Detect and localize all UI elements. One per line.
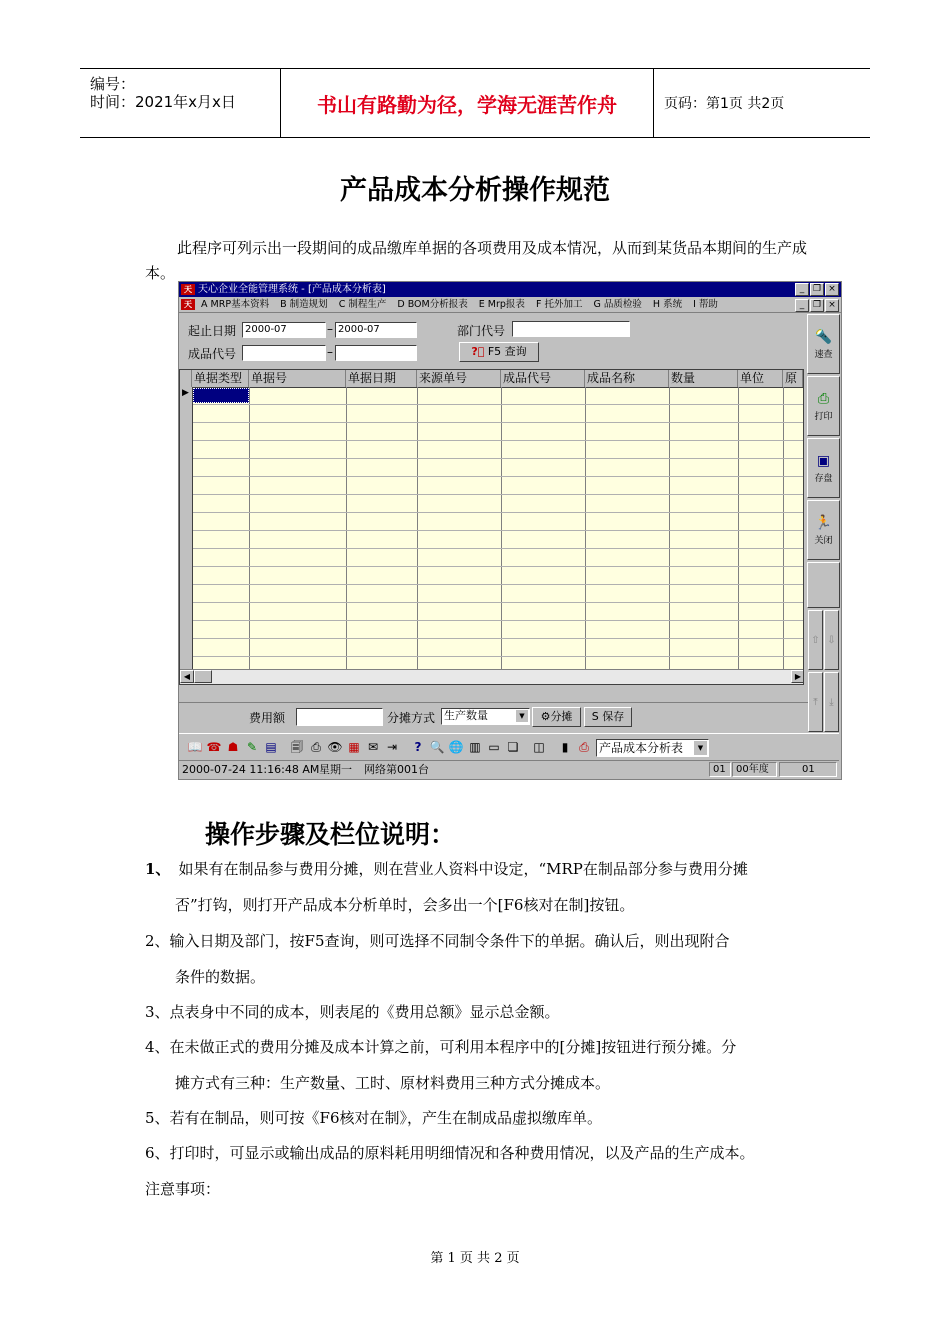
col-doc-type[interactable]: 单据类型	[192, 370, 249, 387]
magnifier-icon[interactable]: 🔍	[429, 740, 445, 754]
menu-item-outsourcing[interactable]: F 托外加工	[535, 299, 583, 310]
col-original[interactable]: 原	[783, 370, 803, 387]
side-toolbar	[807, 314, 840, 734]
cost-amount-label: 费用额	[249, 711, 286, 725]
document-icon[interactable]: 🗐	[291, 740, 303, 754]
printer-icon: ⎙	[817, 391, 830, 407]
product-from-input[interactable]	[242, 345, 326, 361]
col-doc-no[interactable]: 单据号	[249, 370, 346, 387]
cost-amount-input[interactable]	[296, 708, 383, 726]
allocation-method-select[interactable]: 生产数量 ▼	[441, 708, 530, 725]
row-indicator-column	[180, 387, 193, 670]
code-label: 编号：	[90, 75, 136, 93]
minimize-button[interactable]: _	[795, 283, 809, 296]
grid-lines	[180, 387, 804, 671]
allocate-icon: ⚙	[540, 710, 551, 723]
close-button[interactable]: 🏃 关闭	[807, 500, 840, 560]
report-select[interactable]: 产品成本分析表 ▼	[596, 739, 709, 757]
prev-record-button[interactable]: ⇧	[808, 610, 823, 670]
col-quantity[interactable]: 数量	[669, 370, 738, 387]
menu-item-system[interactable]: H 系统	[652, 299, 683, 310]
step-item: 2、输入日期及部门，按F5查询，则可选择不同制令条件下的单据。确认后，则出现附合 条件的数据。	[145, 932, 730, 986]
calendar-icon[interactable]: ▦	[348, 740, 360, 754]
tools-icon[interactable]: ✎	[246, 740, 258, 754]
first-record-button[interactable]: ⤒	[808, 672, 823, 732]
status-bar	[179, 761, 839, 778]
dropdown-arrow-icon[interactable]: ▼	[516, 710, 528, 722]
close-window-button[interactable]: ×	[825, 283, 839, 296]
col-product-name[interactable]: 成品名称	[585, 370, 669, 387]
horizontal-scrollbar[interactable]	[180, 669, 804, 684]
menu-item-bom-report[interactable]: D BOM分析报表	[397, 299, 468, 310]
current-row-arrow-icon: ▶	[182, 388, 189, 398]
step-item: 1、 如果有在制品参与费用分摊，则在营业人资料中设定，“MRP在制品部分参与费用分摊 否”打钩，则打开产品成本分析单时，会多出一个[F6核对在制]按钮。	[145, 860, 748, 914]
motto: 书山有路勤为径，学海无涯苦作舟	[281, 69, 654, 137]
menu-item-planning[interactable]: B 制造规划	[280, 299, 328, 310]
grid-header	[180, 370, 804, 388]
allocation-method-label: 分摊方式	[387, 711, 436, 725]
cost-panel	[179, 702, 809, 731]
document-header	[80, 68, 870, 138]
restore-button[interactable]: ❐	[810, 283, 824, 296]
step-item: 6、打印时，可显示或输出成品的原料耗用明细情况和各种费用情况，以及产品的生产成本。	[145, 1144, 755, 1162]
running-man-icon: 🏃	[814, 515, 833, 531]
step-item: 4、在未做正式的费用分摊及成本计算之前，可利用本程序中的[分摊]按钮进行预分摊。分 摊方式有三种：生产数量、工时、原材料费用三种方式分摊成本。	[145, 1038, 737, 1092]
book-icon[interactable]: 📖	[187, 740, 203, 754]
menu-bar	[179, 297, 841, 313]
scroll-thumb[interactable]	[194, 670, 212, 683]
report-dropdown-arrow-icon[interactable]: ▼	[694, 741, 707, 755]
child-close-button[interactable]: ×	[825, 299, 839, 312]
page-number: 页码：第1页 共2页	[664, 96, 785, 112]
col-source-no[interactable]: 来源单号	[417, 370, 501, 387]
dept-code-input[interactable]	[512, 321, 630, 337]
window-titlebar	[179, 282, 841, 297]
query-button[interactable]: ?⃞ F5 查询	[459, 342, 539, 362]
app-logo-icon: 天	[181, 284, 195, 295]
status-weekday: 星期一	[319, 763, 352, 776]
bottom-toolbar	[179, 733, 839, 761]
intro-paragraph: 此程序可列示出一段期间的成品缴库单据的各项费用及成本情况，从而到某货品本期间的生产成本。	[145, 239, 808, 282]
step-item: 3、点表身中不同的成本，则表尾的《费用总额》显示总金额。	[145, 1003, 560, 1021]
status-datetime: 2000-07-24 11:16:48 AM	[182, 763, 320, 776]
app-window	[178, 281, 842, 780]
mail-icon[interactable]: ✉	[367, 740, 379, 754]
col-unit[interactable]: 单位	[738, 370, 783, 387]
menu-item-mrp-basic[interactable]: A MRP基本资料	[201, 299, 270, 310]
phone-icon[interactable]: ☎	[206, 740, 222, 754]
data-grid[interactable]	[179, 369, 804, 685]
menu-logo-icon: 天	[181, 299, 195, 310]
date-range-label: 起止日期	[188, 324, 237, 338]
document-title: 产品成本分析操作规范	[340, 175, 610, 206]
time-label: 时间：2021年x月x日	[90, 93, 236, 111]
next-record-button[interactable]: ⇩	[824, 610, 839, 670]
allocate-button[interactable]: ⚙分摊	[532, 707, 581, 727]
menu-item-help[interactable]: I 帮助	[693, 299, 718, 310]
header-info-cell	[80, 69, 281, 137]
dept-code-label: 部门代号	[457, 324, 506, 338]
monitor-icon[interactable]: ▭	[488, 740, 500, 754]
window-title: 天心企业全能管理系统 - [产品成本分析表]	[198, 284, 386, 295]
floppy-disk-icon: ▣	[816, 453, 831, 469]
menu-item-production[interactable]: C 制程生产	[338, 299, 387, 310]
window-icon[interactable]: ◫	[533, 740, 545, 754]
steps-title: 操作步骤及栏位说明：	[205, 820, 456, 849]
status-field-3: 01	[779, 762, 837, 777]
date-from-input[interactable]: 2000-07	[242, 322, 326, 338]
col-doc-date[interactable]: 单据日期	[346, 370, 417, 387]
page-footer: 第 1 页 共 2 页	[430, 1251, 520, 1266]
status-field-1: 01	[709, 762, 731, 777]
scroll-right-arrow-icon[interactable]: ▶	[791, 670, 804, 683]
filter-panel: 起止日期 2000-07 – 2000-07 部门代号 成品代号 – ?⃞ F5 查询	[179, 313, 809, 367]
status-network: 网络第001台	[364, 763, 429, 776]
help-icon[interactable]: ?	[414, 740, 422, 754]
note-label: 注意事项：	[145, 1180, 221, 1198]
copy-icon[interactable]: ❏	[507, 740, 519, 754]
network-icon[interactable]: ☗	[227, 740, 239, 754]
flashlight-icon: 🔦	[814, 329, 833, 345]
query-icon: ?⃞	[471, 345, 485, 358]
col-product-code[interactable]: 成品代号	[501, 370, 585, 387]
globe-icon[interactable]: 🌐	[448, 740, 464, 754]
form-icon[interactable]: ▤	[265, 740, 277, 754]
bar-chart-icon[interactable]: ▮	[561, 740, 569, 754]
child-restore-button[interactable]: ❐	[810, 299, 824, 312]
step-item: 5、若有在制品，则可按《F6核对在制》，产生在制成品虚拟缴库单。	[145, 1109, 603, 1127]
date-to-input[interactable]: 2000-07	[335, 322, 417, 338]
menu-item-mrp-report[interactable]: E Mrp报表	[478, 299, 525, 310]
print-button[interactable]: ⎙ 打印	[807, 376, 840, 436]
printer-small-icon[interactable]: ⎙	[311, 740, 321, 754]
side-blank-panel	[807, 562, 840, 608]
selected-cell[interactable]	[193, 388, 249, 403]
print-report-icon[interactable]: ⎙	[579, 740, 589, 754]
menu-item-quality[interactable]: G 品质检验	[593, 299, 642, 310]
save-button[interactable]: S 保存	[584, 707, 632, 727]
save-disk-button[interactable]: ▣ 存盘	[807, 438, 840, 498]
eye-icon[interactable]: 👁	[327, 740, 343, 754]
scroll-left-arrow-icon[interactable]: ◀	[180, 670, 194, 683]
product-code-label: 成品代号	[188, 347, 237, 361]
quick-search-button[interactable]: 🔦 速查	[807, 314, 840, 374]
last-record-button[interactable]: ⤓	[824, 672, 839, 732]
child-minimize-button[interactable]: _	[795, 299, 809, 312]
exit-icon[interactable]: ⇥	[386, 740, 398, 754]
status-year: 00年度	[732, 762, 777, 777]
product-to-input[interactable]	[335, 345, 417, 361]
calculator-icon[interactable]: ▥	[469, 740, 481, 754]
